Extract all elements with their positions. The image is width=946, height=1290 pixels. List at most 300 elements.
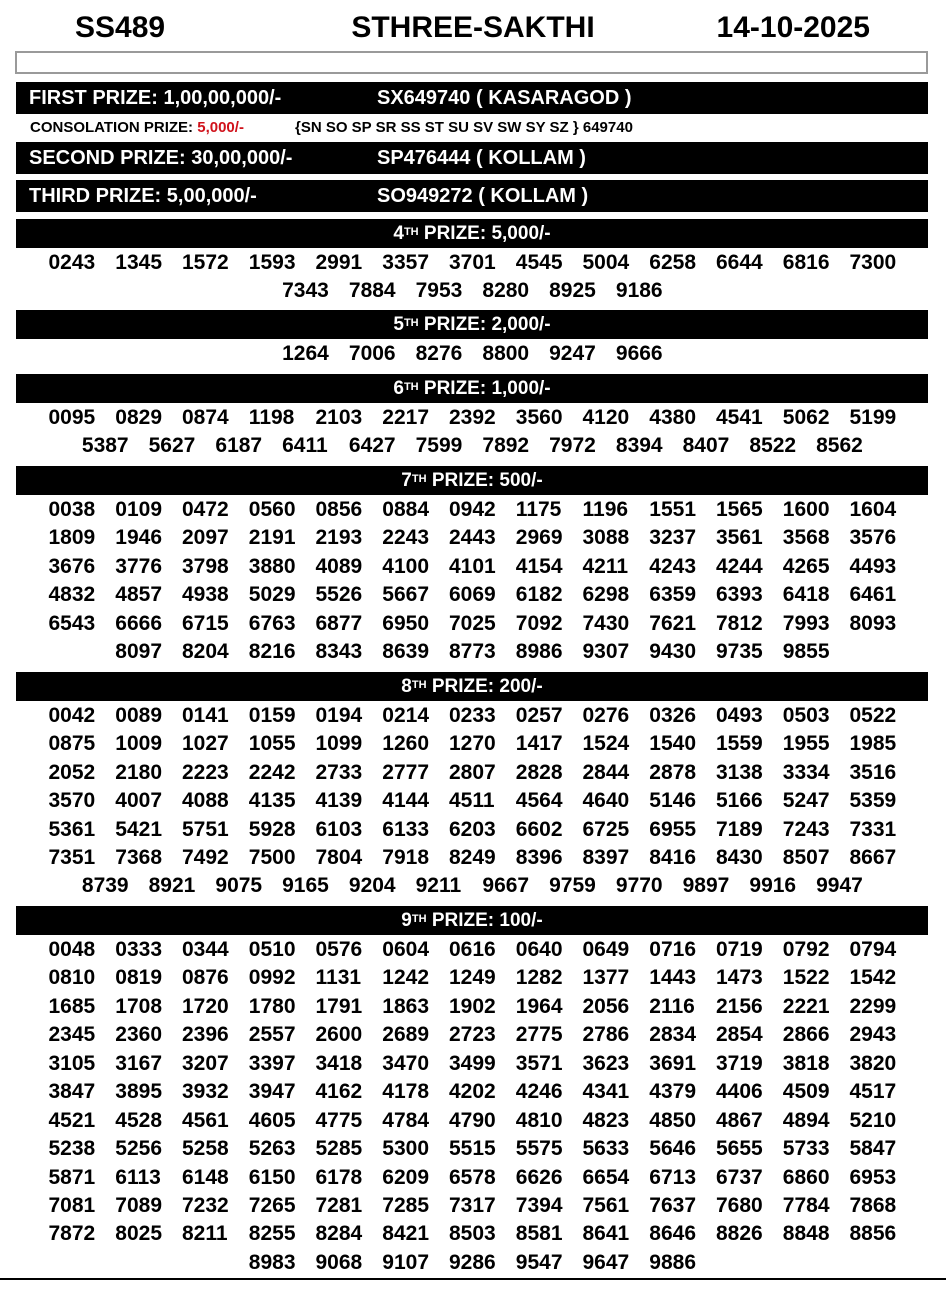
winning-number: 1264: [282, 342, 329, 365]
winning-number: 7918: [382, 846, 430, 869]
winning-number: 8739: [81, 874, 129, 897]
prize-8-row-6: [0, 844, 946, 872]
winning-number: 4007: [115, 789, 163, 812]
first-prize-winner: SX649740 ( KASARAGOD ): [377, 87, 632, 109]
prize-8-row-4: [0, 787, 946, 815]
winning-number: 8430: [716, 846, 763, 869]
winning-number: 2969: [515, 526, 563, 549]
winning-number: 2116: [649, 995, 695, 1018]
winning-number: 8925: [549, 279, 596, 302]
winning-number: 6950: [382, 612, 430, 635]
prize-5-ordinal-suffix: TH: [403, 317, 419, 329]
winning-number: 7599: [415, 434, 463, 457]
consolation-label: CONSOLATION PRIZE:: [30, 119, 198, 136]
winning-number: 5247: [782, 789, 830, 812]
winning-number: 4850: [649, 1109, 697, 1132]
prize-9-row-7: [0, 1107, 946, 1135]
winning-number: 1522: [782, 966, 830, 989]
winning-number: 1540: [649, 732, 697, 755]
winning-number: 3776: [115, 555, 163, 578]
winning-number: 9107: [382, 1251, 430, 1274]
winning-number: 3701: [449, 251, 496, 274]
winning-number: 2834: [649, 1023, 697, 1046]
prize-9-row-5: [0, 1050, 946, 1078]
winning-number: 2854: [716, 1023, 763, 1046]
third-prize-winner: SO949272 ( KOLLAM ): [377, 185, 589, 207]
blank-box: [15, 51, 928, 74]
winning-number: 6418: [782, 583, 830, 606]
winning-number: 0233: [449, 704, 496, 727]
winning-number: 5928: [248, 818, 296, 841]
winning-number: 8211: [182, 1222, 228, 1245]
winning-number: 2866: [782, 1023, 830, 1046]
winning-number: 3516: [849, 761, 897, 784]
winning-number: 1175: [515, 498, 562, 521]
winning-number: 3568: [782, 526, 830, 549]
winning-number: 7492: [182, 846, 229, 869]
winning-number: 8397: [582, 846, 630, 869]
winning-number: 3880: [248, 555, 296, 578]
draw-code: SS489: [75, 11, 166, 44]
winning-number: 4089: [315, 555, 363, 578]
winning-number: 9247: [549, 342, 596, 365]
winning-number: 2723: [449, 1023, 496, 1046]
winning-number: 5871: [48, 1166, 96, 1189]
winning-number: 2360: [115, 1023, 163, 1046]
winning-number: 3676: [48, 555, 96, 578]
winning-number: 0109: [115, 498, 163, 521]
winning-number: 7343: [282, 279, 329, 302]
winning-number: 9886: [649, 1251, 697, 1274]
winning-number: 4211: [582, 555, 629, 578]
winning-number: 0214: [382, 704, 430, 727]
winning-number: 4528: [115, 1109, 163, 1132]
winning-number: 9735: [716, 640, 763, 663]
winning-number: 4810: [515, 1109, 563, 1132]
lottery-title: STHREE-SAKTHI: [351, 11, 595, 44]
prize-7-row-3: [0, 553, 946, 581]
winning-number: 5285: [315, 1137, 363, 1160]
draw-date: 14-10-2025: [716, 11, 870, 44]
winning-number: 8826: [716, 1222, 763, 1245]
winning-number: 9307: [582, 640, 630, 663]
winning-number: 6411: [282, 434, 328, 457]
winning-number: 3397: [248, 1052, 296, 1075]
winning-number: 3088: [582, 526, 630, 549]
winning-number: 3798: [182, 555, 229, 578]
prize-4-bar: [16, 219, 928, 248]
second-prize-bar: [16, 142, 928, 174]
winning-number: 6069: [449, 583, 496, 606]
winning-number: 4120: [582, 406, 630, 429]
winning-number: 2991: [315, 251, 363, 274]
winning-number: 4938: [182, 583, 229, 606]
winning-number: 6461: [849, 583, 897, 606]
winning-number: 3334: [782, 761, 830, 784]
winning-number: 4178: [382, 1080, 430, 1103]
winning-number: 5655: [716, 1137, 763, 1160]
winning-number: 1863: [382, 995, 430, 1018]
prize-9-row-12: [0, 1249, 946, 1277]
winning-number: 2777: [382, 761, 430, 784]
winning-number: 0719: [716, 938, 763, 961]
winning-number: 6182: [515, 583, 563, 606]
winning-number: 2242: [248, 761, 296, 784]
prize-8-row-1: [0, 702, 946, 730]
winning-number: 8280: [482, 279, 530, 302]
winning-number: 7972: [549, 434, 596, 457]
winning-number: 0616: [449, 938, 496, 961]
winning-number: 6203: [449, 818, 496, 841]
winning-number: 5263: [248, 1137, 296, 1160]
winning-number: 1260: [382, 732, 430, 755]
winning-number: 0942: [449, 498, 496, 521]
winning-number: 0640: [515, 938, 563, 961]
prize-9-ordinal-suffix: TH: [411, 913, 427, 925]
winning-number: 6359: [649, 583, 697, 606]
winning-number: 7081: [48, 1194, 96, 1217]
winning-number: 6737: [716, 1166, 763, 1189]
winning-number: 8856: [849, 1222, 897, 1245]
prize-9-row-2: [0, 964, 946, 992]
winning-number: 1791: [315, 995, 363, 1018]
ticket-header: [0, 0, 946, 46]
winning-number: 4101: [449, 555, 496, 578]
consolation-series: {SN SO SP SR SS ST SU SV SW SY SZ } 649740: [295, 119, 633, 136]
winning-number: 1249: [449, 966, 496, 989]
winning-number: 1270: [449, 732, 496, 755]
winning-number: 1708: [115, 995, 163, 1018]
winning-number: 3560: [515, 406, 563, 429]
winning-number: 0257: [515, 704, 563, 727]
winning-number: 8216: [248, 640, 296, 663]
winning-number: 5733: [782, 1137, 830, 1160]
winning-number: 5062: [782, 406, 830, 429]
winning-number: 4509: [782, 1080, 830, 1103]
winning-number: 6393: [716, 583, 763, 606]
winning-number: 8646: [649, 1222, 697, 1245]
winning-number: 4154: [515, 555, 563, 578]
winning-number: 0716: [649, 938, 697, 961]
winning-number: 2943: [849, 1023, 897, 1046]
winning-number: 8639: [382, 640, 430, 663]
winning-number: 6113: [115, 1166, 161, 1189]
winning-number: 9855: [782, 640, 830, 663]
winning-number: 6955: [649, 818, 697, 841]
winning-number: 1131: [315, 966, 362, 989]
winning-number: 4784: [382, 1109, 430, 1132]
winning-number: 5004: [582, 251, 630, 274]
prize-6-ordinal-suffix: TH: [403, 381, 419, 393]
winning-number: 0159: [248, 704, 296, 727]
winning-number: 3947: [248, 1080, 296, 1103]
winning-number: 7025: [449, 612, 496, 635]
winning-number: 7680: [716, 1194, 763, 1217]
winning-number: 0576: [315, 938, 363, 961]
winning-number: 2689: [382, 1023, 430, 1046]
winning-number: 2156: [716, 995, 763, 1018]
winning-number: 9667: [482, 874, 530, 897]
winning-number: 1985: [849, 732, 897, 755]
winning-number: 9759: [549, 874, 596, 897]
winning-number: 7089: [115, 1194, 163, 1217]
winning-number: 8204: [182, 640, 229, 663]
winning-number: 2396: [182, 1023, 229, 1046]
winning-number: 8667: [849, 846, 897, 869]
prize-9-row-11: [0, 1220, 946, 1248]
prize-8-row-2: [0, 730, 946, 758]
winning-number: 1377: [582, 966, 630, 989]
winning-number: 4493: [849, 555, 897, 578]
winning-number: 4379: [649, 1080, 697, 1103]
winning-number: 5387: [81, 434, 129, 457]
winning-number: 8581: [515, 1222, 563, 1245]
winning-number: 0493: [716, 704, 763, 727]
consolation-prize: [30, 118, 633, 138]
winning-number: 6187: [215, 434, 263, 457]
third-prize-label: THIRD PRIZE: 5,00,000/-: [29, 185, 257, 207]
winning-number: 0276: [582, 704, 630, 727]
prize-8-ordinal-suffix: TH: [411, 679, 427, 691]
winning-number: 0344: [182, 938, 229, 961]
prize-9-bar: [16, 906, 928, 935]
winning-number: 3237: [649, 526, 697, 549]
winning-number: 0874: [182, 406, 229, 429]
second-prize-label: SECOND PRIZE: 30,00,000/-: [29, 147, 293, 169]
winning-number: 5166: [716, 789, 763, 812]
winning-number: 9430: [649, 640, 697, 663]
winning-number: 4561: [182, 1109, 229, 1132]
winning-number: 2221: [782, 995, 830, 1018]
winning-number: 6150: [248, 1166, 296, 1189]
winning-number: 1055: [248, 732, 296, 755]
winning-number: 5646: [649, 1137, 697, 1160]
winning-number: 6626: [515, 1166, 563, 1189]
consolation-amount: 5,000/-: [197, 119, 244, 136]
winning-number: 9075: [215, 874, 263, 897]
winning-number: 5751: [182, 818, 229, 841]
winning-number: 2786: [582, 1023, 630, 1046]
winning-number: 1780: [248, 995, 296, 1018]
winning-number: 6258: [649, 251, 697, 274]
prize-9-row-3: [0, 993, 946, 1021]
winning-number: 1099: [315, 732, 363, 755]
winning-number: 0048: [48, 938, 96, 961]
winning-number: 0333: [115, 938, 163, 961]
winning-number: 5029: [248, 583, 296, 606]
prize-5-row-1: [0, 340, 946, 368]
winning-number: 8025: [115, 1222, 163, 1245]
prize-8-row-3: [0, 759, 946, 787]
winning-number: 1542: [849, 966, 897, 989]
winning-number: 3571: [515, 1052, 563, 1075]
winning-number: 0604: [382, 938, 430, 961]
winning-number: 6178: [315, 1166, 363, 1189]
winning-number: 2097: [182, 526, 229, 549]
winning-number: 0038: [48, 498, 96, 521]
winning-number: 2345: [48, 1023, 96, 1046]
winning-number: 6763: [248, 612, 296, 635]
prize-9-amount: PRIZE: 100/-: [426, 910, 543, 931]
winning-number: 1685: [48, 995, 96, 1018]
winning-number: 2193: [315, 526, 363, 549]
winning-number: 0875: [48, 732, 96, 755]
winning-number: 0792: [782, 938, 830, 961]
winning-number: 2600: [315, 1023, 363, 1046]
winning-number: 7892: [482, 434, 530, 457]
winning-number: 5300: [382, 1137, 430, 1160]
prize-7-row-5: [0, 610, 946, 638]
winning-number: 8416: [649, 846, 697, 869]
winning-number: 7092: [515, 612, 563, 635]
winning-number: 2299: [849, 995, 897, 1018]
winning-number: 7884: [348, 279, 396, 302]
winning-number: 4867: [716, 1109, 763, 1132]
winning-number: 7331: [849, 818, 897, 841]
prize-7-row-2: [0, 524, 946, 552]
winning-number: 7993: [782, 612, 830, 635]
prize-4-ordinal-suffix: TH: [403, 226, 419, 238]
winning-number: 0095: [48, 406, 96, 429]
winning-number: 1946: [115, 526, 163, 549]
winning-number: 3418: [315, 1052, 363, 1075]
winning-number: 4823: [582, 1109, 630, 1132]
prize-8-amount: PRIZE: 200/-: [426, 676, 543, 697]
winning-number: 3895: [115, 1080, 163, 1103]
prize-7-row-6: [0, 638, 946, 666]
winning-number: 2056: [582, 995, 630, 1018]
winning-number: 7561: [582, 1194, 630, 1217]
bottom-rule: [0, 1278, 946, 1280]
winning-number: 1196: [582, 498, 629, 521]
winning-number: 7784: [782, 1194, 830, 1217]
prize-6-row-2: [0, 432, 946, 460]
winning-number: 3138: [716, 761, 763, 784]
prize-6-row-1: [0, 404, 946, 432]
prize-7-row-4: [0, 581, 946, 609]
winning-number: 8394: [615, 434, 663, 457]
winning-number: 7872: [48, 1222, 96, 1245]
prize-8-ordinal: 8: [401, 676, 412, 697]
winning-number: 7317: [449, 1194, 496, 1217]
winning-number: 9897: [682, 874, 730, 897]
winning-number: 0829: [115, 406, 163, 429]
winning-number: 8097: [115, 640, 163, 663]
winning-number: 8343: [315, 640, 363, 663]
prize-8-bar: [16, 672, 928, 701]
winning-number: 0141: [182, 704, 229, 727]
winning-number: 6427: [348, 434, 396, 457]
winning-number: 9947: [816, 874, 863, 897]
winning-number: 0503: [782, 704, 830, 727]
winning-number: 8255: [248, 1222, 296, 1245]
winning-number: 2243: [382, 526, 430, 549]
winning-number: 7189: [716, 818, 763, 841]
winning-number: 4135: [248, 789, 296, 812]
winning-number: 4605: [248, 1109, 296, 1132]
winning-number: 7500: [248, 846, 296, 869]
prize-7-row-1: [0, 496, 946, 524]
winning-number: 6953: [849, 1166, 897, 1189]
winning-number: 4857: [115, 583, 163, 606]
winning-number: 3570: [48, 789, 96, 812]
winning-number: 1902: [449, 995, 496, 1018]
winning-number: 7804: [315, 846, 363, 869]
winning-number: 0856: [315, 498, 363, 521]
winning-number: 0819: [115, 966, 163, 989]
winning-number: 9204: [348, 874, 396, 897]
winning-number: 3719: [716, 1052, 763, 1075]
winning-number: 5256: [115, 1137, 163, 1160]
winning-number: 5359: [849, 789, 897, 812]
winning-number: 1009: [115, 732, 163, 755]
winning-number: 1551: [649, 498, 697, 521]
prize-9-row-8: [0, 1135, 946, 1163]
winning-number: 0810: [48, 966, 96, 989]
prize-6-amount: PRIZE: 1,000/-: [418, 378, 551, 399]
winning-number: 5515: [449, 1137, 496, 1160]
winning-number: 4545: [515, 251, 563, 274]
prize-4-row-1: [0, 249, 946, 277]
first-prize-bar: [16, 82, 928, 114]
winning-number: 4139: [315, 789, 363, 812]
winning-number: 6654: [582, 1166, 630, 1189]
winning-number: 8503: [449, 1222, 496, 1245]
winning-number: 9770: [615, 874, 663, 897]
winning-number: 7285: [382, 1194, 430, 1217]
prize-4-row-2: [0, 277, 946, 305]
winning-number: 6148: [182, 1166, 229, 1189]
winning-number: 7637: [649, 1194, 697, 1217]
winning-number: 4244: [716, 555, 763, 578]
winning-number: 8276: [415, 342, 463, 365]
winning-number: 7621: [649, 612, 697, 635]
winning-number: 5258: [182, 1137, 229, 1160]
winning-number: 6209: [382, 1166, 430, 1189]
winning-number: 3357: [382, 251, 430, 274]
winning-number: 2103: [315, 406, 363, 429]
winning-number: 7281: [315, 1194, 363, 1217]
prize-9-row-10: [0, 1192, 946, 1220]
winning-number: 1964: [515, 995, 563, 1018]
prize-9-row-1: [0, 936, 946, 964]
winning-number: 8641: [582, 1222, 630, 1245]
winning-number: 4790: [449, 1109, 496, 1132]
winning-number: 7868: [849, 1194, 897, 1217]
winning-number: 5526: [315, 583, 363, 606]
winning-number: 1443: [649, 966, 697, 989]
winning-number: 1720: [182, 995, 229, 1018]
winning-number: 8093: [849, 612, 897, 635]
winning-number: 5421: [115, 818, 163, 841]
winning-number: 4894: [782, 1109, 830, 1132]
winning-number: 4521: [48, 1109, 96, 1132]
winning-number: 4775: [315, 1109, 363, 1132]
winning-number: 4100: [382, 555, 430, 578]
winning-number: 6860: [782, 1166, 830, 1189]
winning-number: 4832: [48, 583, 96, 606]
winning-number: 8284: [315, 1222, 363, 1245]
winning-number: 8522: [749, 434, 797, 457]
winning-number: 7006: [348, 342, 396, 365]
winning-number: 0243: [48, 251, 96, 274]
winning-number: 7394: [515, 1194, 563, 1217]
winning-number: 4246: [515, 1080, 563, 1103]
winning-number: 7265: [248, 1194, 296, 1217]
winning-number: 9186: [615, 279, 663, 302]
winning-number: 4243: [649, 555, 697, 578]
winning-number: 4265: [782, 555, 830, 578]
